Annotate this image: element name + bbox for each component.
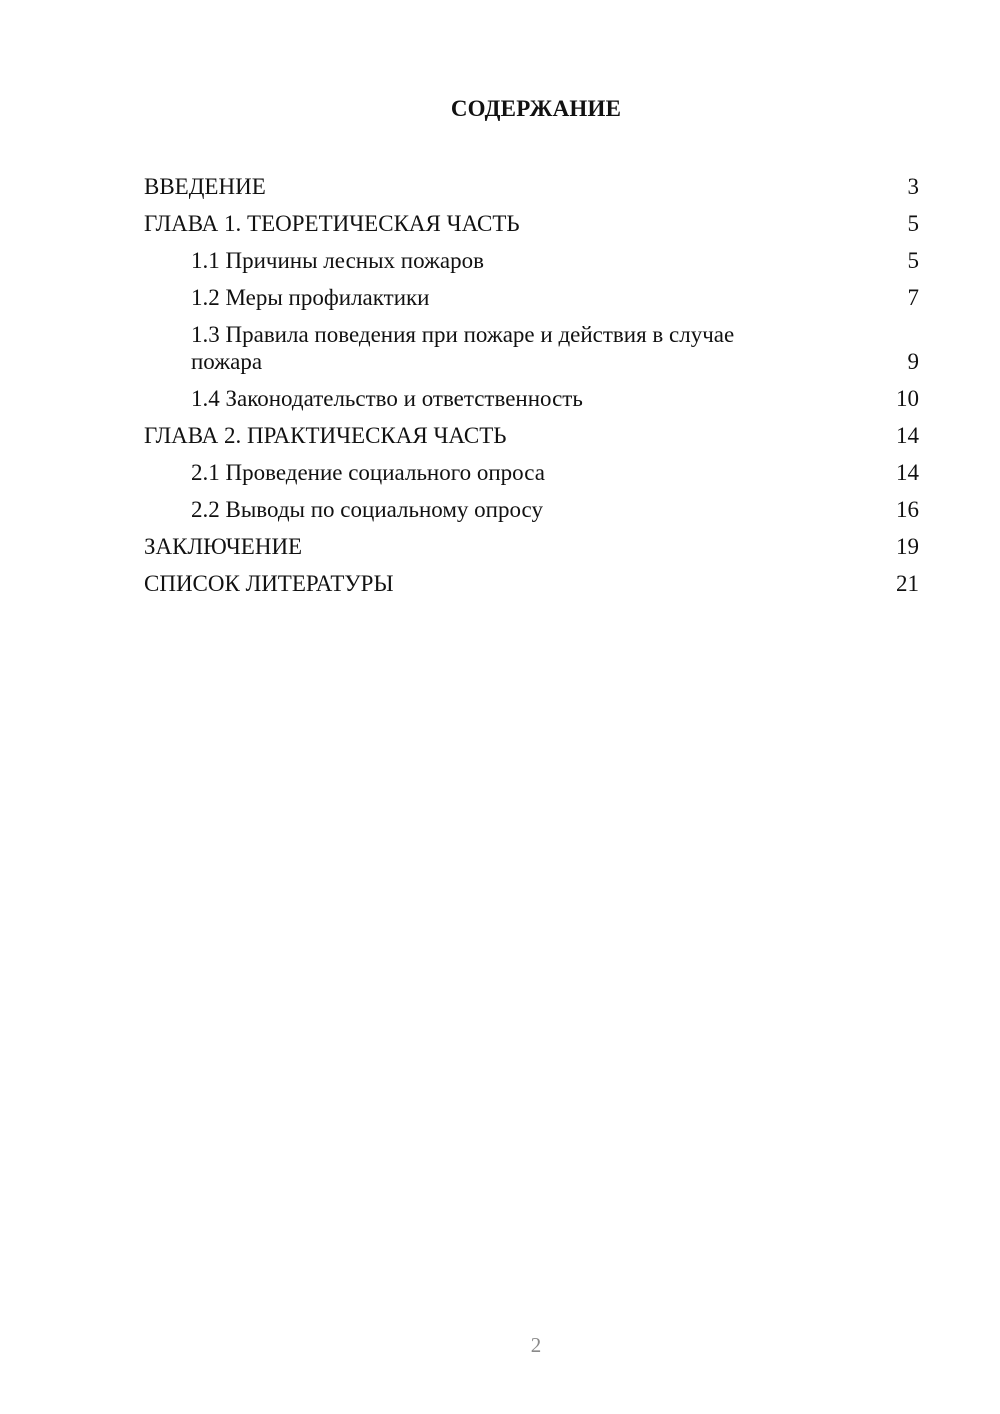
toc-entry-page: 9	[907, 349, 919, 374]
toc-entry-page: 19	[896, 534, 919, 559]
toc-entry-chapter-2[interactable]	[144, 417, 919, 454]
toc-entry-page: 10	[896, 386, 919, 411]
toc-entry-section-1-2[interactable]	[144, 279, 919, 316]
toc-entry-label: 2.2 Выводы по социальному опросу	[191, 497, 543, 522]
toc-entry-page: 5	[907, 248, 919, 273]
toc-entry-chapter-1[interactable]	[144, 205, 919, 242]
toc-entry-label: 1.4 Законодательство и ответственность	[191, 386, 583, 411]
toc-entry-page: 5	[907, 211, 919, 236]
toc-entry-label: ГЛАВА 1. ТЕОРЕТИЧЕСКАЯ ЧАСТЬ	[144, 211, 520, 236]
toc-entry-page: 16	[896, 497, 919, 522]
toc-entry-label: СПИСОК ЛИТЕРАТУРЫ	[144, 571, 394, 596]
toc-entry-conclusion[interactable]	[144, 528, 919, 565]
toc-entry-label: 1.1 Причины лесных пожаров	[191, 248, 484, 273]
page-number: 2	[530, 1333, 542, 1357]
toc-entry-label: 1.2 Меры профилактики	[191, 285, 430, 310]
toc-entry-page: 14	[896, 460, 919, 485]
toc-entry-page: 14	[896, 423, 919, 448]
toc-entry-label: ЗАКЛЮЧЕНИЕ	[144, 534, 303, 559]
toc-entry-section-2-2[interactable]	[144, 491, 919, 528]
toc-entry-page: 21	[896, 571, 919, 596]
toc-entry-references[interactable]	[144, 565, 919, 602]
toc-title: СОДЕРЖАНИЕ	[450, 96, 622, 121]
toc-entry-section-1-1[interactable]	[144, 242, 919, 279]
toc-entry-label: 1.3 Правила поведения при пожаре и действия в случае пожара	[191, 322, 735, 374]
toc-entry-label: ВВЕДЕНИЕ	[144, 174, 266, 199]
toc-entry-page: 3	[907, 174, 919, 199]
toc-entry-section-2-1[interactable]	[144, 454, 919, 491]
toc-entry-label: 2.1 Проведение социального опроса	[191, 460, 545, 485]
toc-entry-page: 7	[907, 285, 919, 310]
table-of-contents	[144, 168, 919, 602]
toc-entry-section-1-4[interactable]	[144, 380, 919, 417]
toc-entry-label: ГЛАВА 2. ПРАКТИЧЕСКАЯ ЧАСТЬ	[144, 423, 507, 448]
toc-entry-introduction[interactable]	[144, 168, 919, 205]
toc-entry-section-1-3[interactable]	[144, 316, 919, 380]
